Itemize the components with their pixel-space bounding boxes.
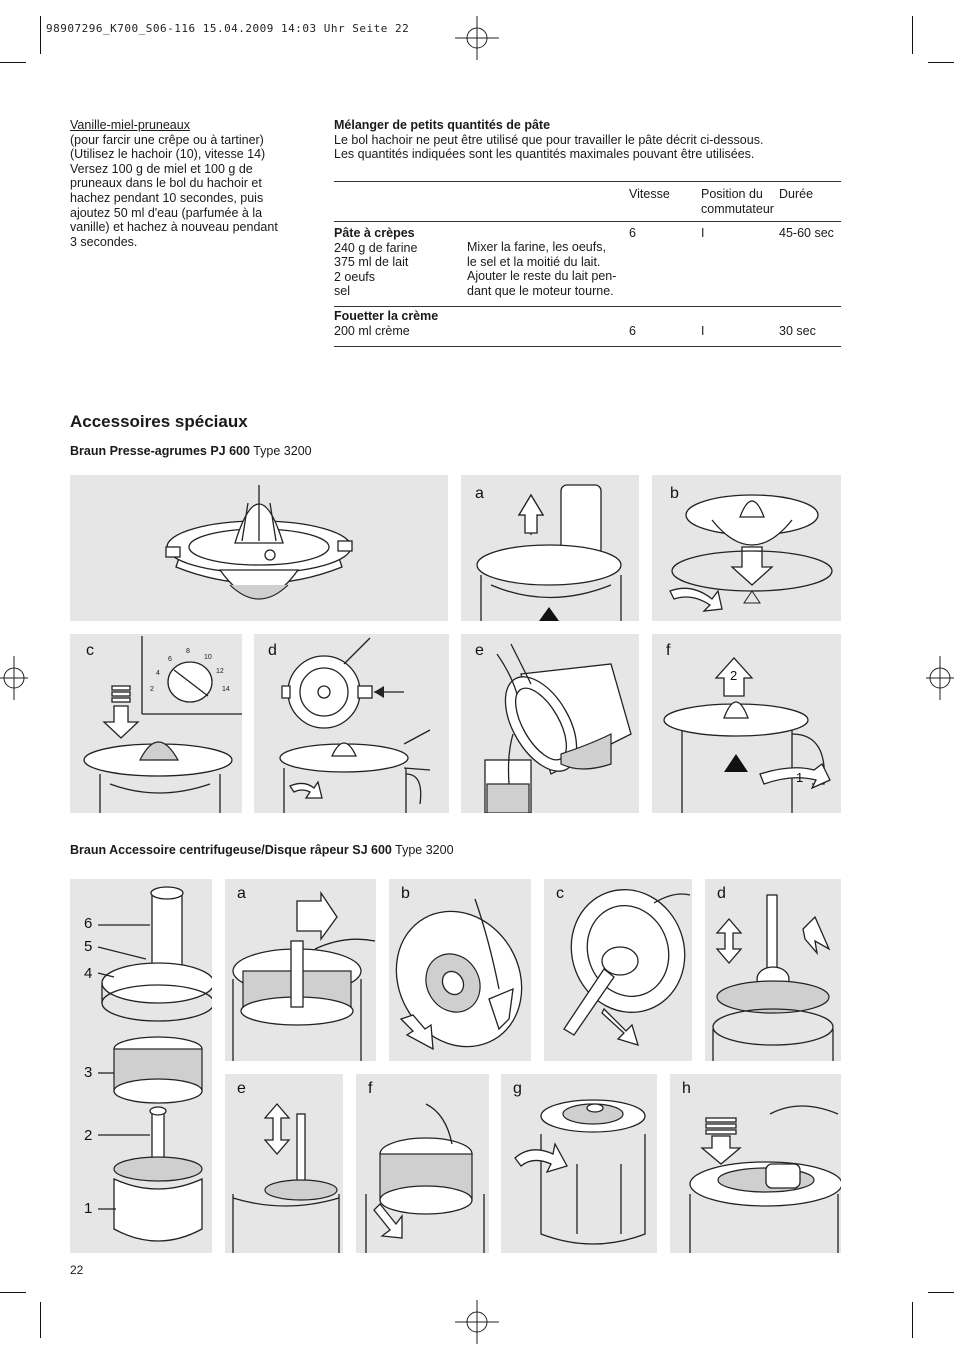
cell-position: I — [701, 324, 705, 338]
dial-number: 12 — [216, 668, 224, 675]
figure-panel-sj-b — [389, 879, 531, 1061]
ingredient: 200 ml crème — [334, 323, 410, 338]
cell-speed: 6 — [629, 226, 636, 240]
sj-step-b-illustration — [389, 879, 531, 1061]
table-row — [334, 226, 464, 299]
figure-panel-sj-e — [225, 1074, 343, 1253]
part-number-6: 6 — [84, 915, 93, 932]
page-number: 22 — [70, 1263, 84, 1277]
mixing-intro — [334, 118, 854, 162]
sj600-heading — [70, 843, 454, 857]
registration-mark — [455, 16, 499, 60]
crop-mark — [0, 62, 26, 63]
juicer-step-e-illustration — [461, 634, 639, 813]
sj-step-a-illustration — [225, 879, 376, 1061]
recipe-line: 3 secondes. — [70, 234, 138, 249]
col-header-position: Position du commutateur — [701, 187, 774, 216]
section-heading: Accessoires spéciaux — [70, 412, 248, 431]
row-title: Fouetter la crème — [334, 309, 439, 323]
cell-duration: 45-60 sec — [779, 226, 834, 240]
recipe-line: (Utilisez le hachoir (10), vitesse 14) — [70, 147, 266, 162]
ingredient: 240 g de farine — [334, 240, 418, 255]
crop-mark — [0, 1292, 26, 1293]
figure-panel-d — [254, 634, 449, 813]
instruction-line: Ajouter le reste du lait pen- — [467, 269, 617, 284]
dial-number: 4 — [156, 670, 160, 677]
panel-label-sj-f: f — [368, 1080, 373, 1097]
part-number-4: 4 — [84, 965, 93, 982]
panel-label-sj-c: c — [556, 885, 564, 902]
dial-number: 8 — [186, 648, 190, 655]
panel-label-a: a — [475, 485, 484, 502]
dial-number: 10 — [204, 654, 212, 661]
panel-label-sj-e: e — [237, 1080, 246, 1097]
figure-panel-b — [652, 475, 841, 621]
figure-panel-sj-d — [705, 879, 841, 1061]
recipe-line: Versez 100 g de miel et 100 g de — [70, 161, 253, 176]
table-rule — [334, 181, 841, 182]
registration-mark — [926, 656, 954, 700]
table-rule — [334, 221, 841, 222]
speed-dial — [148, 648, 240, 708]
sj-step-g-illustration — [501, 1074, 657, 1253]
recipe-line: pruneaux dans le bol du hachoir et — [70, 176, 262, 191]
part-number-2: 2 — [84, 1127, 93, 1144]
pj600-type: Type 3200 — [249, 444, 312, 458]
panel-label-sj-g: g — [513, 1080, 522, 1097]
registration-mark — [455, 1300, 499, 1344]
figure-panel-juicer-overview — [70, 475, 448, 621]
part-number-3: 3 — [84, 1064, 93, 1081]
figure-panel-c — [70, 634, 242, 813]
table-rule — [334, 346, 841, 347]
recipe-block — [70, 118, 310, 249]
ingredient: sel — [334, 284, 350, 299]
callout-2: 2 — [730, 668, 738, 683]
part-number-1: 1 — [84, 1200, 93, 1217]
panel-label-c: c — [86, 642, 94, 659]
recipe-title: Vanille-miel-pruneaux — [70, 118, 190, 132]
panel-label-f: f — [666, 642, 671, 659]
cell-duration: 30 sec — [779, 324, 816, 338]
sj600-name: Braun Accessoire centrifugeuse/Disque râpeur SJ 600 — [70, 843, 392, 857]
panel-label-sj-h: h — [682, 1080, 691, 1097]
ingredient: 375 ml de lait — [334, 255, 409, 270]
panel-label-sj-b: b — [401, 885, 410, 902]
col-header-duration: Durée — [779, 187, 814, 201]
sj-step-c-illustration — [544, 879, 692, 1061]
panel-label-b: b — [670, 485, 679, 502]
panel-label-e: e — [475, 642, 484, 659]
figure-panel-sj-g — [501, 1074, 657, 1253]
mixing-intro-line: Le bol hachoir ne peut être utilisé que pour travailler le pâte décrit ci-dessous. — [334, 132, 764, 147]
dial-number: 14 — [222, 686, 230, 693]
crop-mark — [928, 62, 954, 63]
part-number-5: 5 — [84, 938, 93, 955]
figure-panel-f — [652, 634, 841, 813]
sj600-type: Type 3200 — [391, 843, 454, 857]
figure-panel-sj-h — [670, 1074, 841, 1253]
juicer-step-f-illustration — [652, 634, 841, 813]
recipe-line: (pour farcir une crêpe ou à tartiner) — [70, 132, 264, 147]
ingredient: 2 oeufs — [334, 269, 376, 284]
mixing-intro-line: Les quantités indiquées sont les quantités maximales pouvant être utilisées. — [334, 147, 755, 162]
instruction-line: Mixer la farine, les oeufs, — [467, 240, 606, 254]
crop-mark — [912, 1302, 913, 1338]
cell-position: I — [701, 226, 705, 240]
table-row — [334, 309, 534, 338]
juicer-step-d-illustration — [254, 634, 449, 813]
crop-mark — [912, 16, 913, 54]
sj-step-d-illustration — [705, 879, 841, 1061]
panel-label-d: d — [268, 642, 277, 659]
mixing-title: Mélanger de petits quantités de pâte — [334, 118, 551, 132]
recipe-line: ajoutez 50 ml d'eau (parfumée à la — [70, 205, 263, 220]
instruction-line: dant que le moteur tourne. — [467, 283, 614, 298]
juicer-step-a-illustration — [461, 475, 639, 621]
dial-number: 2 — [150, 686, 154, 693]
callout-1: 1 — [796, 770, 804, 785]
print-slug: 98907296_K700_S06-116 15.04.2009 14:03 Uhr Seite 22 — [46, 22, 410, 35]
pj600-heading — [70, 444, 312, 458]
panel-label-sj-a: a — [237, 885, 246, 902]
col-header-speed: Vitesse — [629, 187, 670, 201]
registration-mark — [0, 656, 28, 700]
juicer-step-b-illustration — [652, 475, 841, 621]
panel-label-sj-d: d — [717, 885, 726, 902]
sj-step-e-illustration — [225, 1074, 343, 1253]
dial-number: 6 — [168, 656, 172, 663]
crop-mark — [40, 16, 41, 54]
instruction-line: le sel et la moitié du lait. — [467, 254, 601, 269]
figure-panel-a — [461, 475, 639, 621]
recipe-line: hachez pendant 10 secondes, puis — [70, 190, 264, 205]
crop-mark — [40, 1302, 41, 1338]
sj-step-h-illustration — [670, 1074, 841, 1253]
crop-mark — [928, 1292, 954, 1293]
row-instructions — [467, 240, 632, 298]
juicer-illustration — [70, 475, 448, 621]
row-title: Pâte à crèpes — [334, 226, 415, 240]
figure-panel-sj-f — [356, 1074, 489, 1253]
recipe-line: vanille) et hachez à nouveau pendant — [70, 220, 278, 235]
table-rule — [334, 306, 841, 307]
figure-panel-sj-c — [544, 879, 692, 1061]
figure-panel-e — [461, 634, 639, 813]
sj-step-f-illustration — [356, 1074, 489, 1253]
pj600-name: Braun Presse-agrumes PJ 600 — [70, 444, 250, 458]
figure-panel-sj-a — [225, 879, 376, 1061]
figure-panel-exploded-view — [70, 879, 212, 1253]
cell-speed: 6 — [629, 324, 636, 338]
